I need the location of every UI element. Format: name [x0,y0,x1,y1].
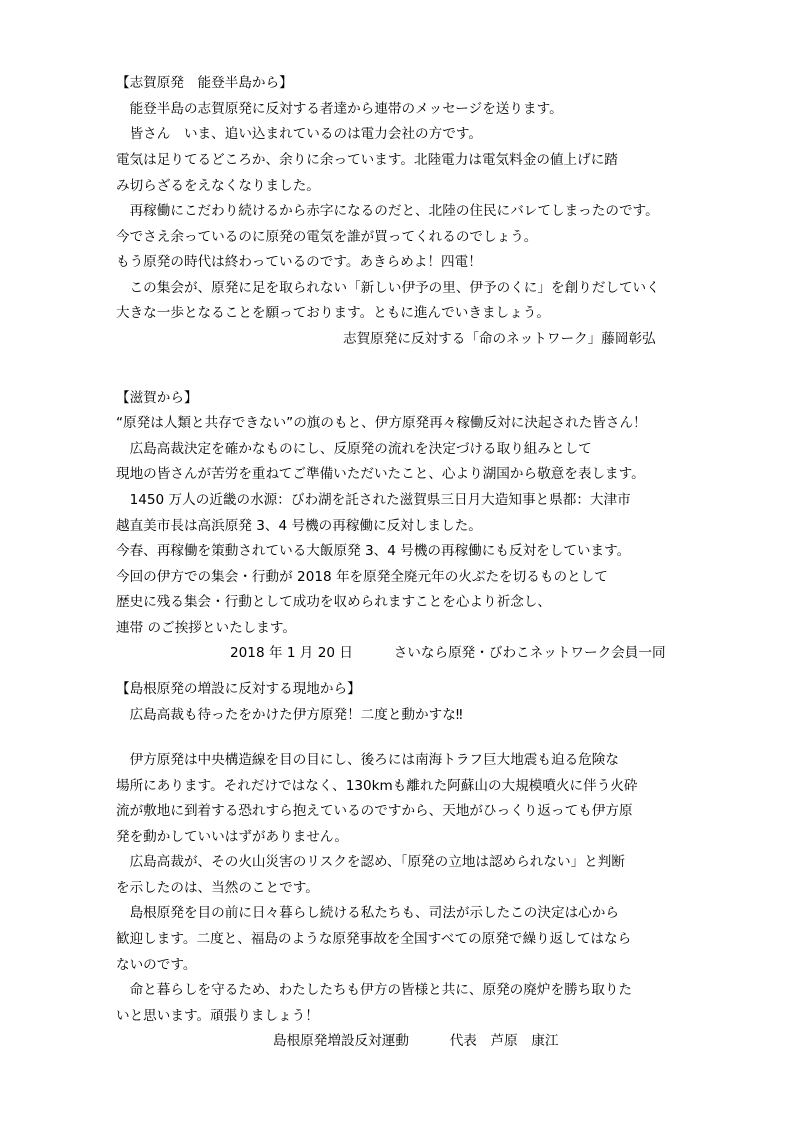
paragraph-line: 伊方原発は中央構造線を目の目にし、後ろには南海トラフ巨大地震も迫る危険な [116,752,619,768]
paragraph-line: 電気は足りてるどころか、余りに余っています。北陸電力は電気料金の値上げに踏 [116,152,618,168]
section-heading: 【島根原発の増設に反対する現地から】 [116,681,361,697]
paragraph-line: 発を動かしていいはずがありません。 [116,829,348,845]
paragraph-line: いと思います。頑張りましょう！ [116,1008,319,1024]
paragraph-line: 命と暮らしを守るため、わたしたちも伊方の皆様と共に、原発の廃炉を勝ち取りた [116,982,633,998]
paragraph-line: 広島高裁決定を確かなものにし、反原発の流れを決定づける取り組みとして [116,441,592,457]
paragraph-line: 能登半島の志賀原発に反対する者達から連帯のメッセージを送ります。 [116,101,563,117]
paragraph-line: 今回の伊方での集会・行動が 2018 年を原発全廃元年の火ぶたを切るものとして [116,569,608,585]
paragraph-line: “原発は人類と共存できない”の旗のもと、伊方原発再々稼働反対に決起された皆さん！ [116,415,647,431]
paragraph-line: 場所にあります。それだけではなく、130kmも離れた阿蘇山の大規模噴火に伴う火砕 [116,778,638,794]
paragraph-line: ないのです。 [116,957,197,973]
paragraph-line: この集会が、原発に足を取られない「新しい伊予の里、伊予のくに」を創りだしていく [116,280,660,296]
paragraph-line: 越直美市長は高浜原発 3、4 号機の再稼働に反対しました。 [116,518,482,534]
paragraph-line: 連帯 のご挨拶といたします。 [116,620,296,636]
paragraph-line: 島根原発を目の前に日々暮らし続ける私たちも、司法が示したこの決定は心から [116,905,619,921]
paragraph-line: 大きな一歩となることを願っております。ともに進んでいきましょう。 [116,305,550,321]
paragraph-line: 歴史に残る集会・行動として成功を収められますことを心より祈念し、 [116,594,551,610]
paragraph-line: 現地の皆さんが苦労を重ねてご準備いただいたこと、心より湖国から敬意を表します。 [116,466,645,482]
section-heading: 【滋賀から】 [116,390,198,406]
paragraph-line: 歓迎します。二度と、福島のような原発事故を全国すべての原発で繰り返してはなら [116,931,632,947]
paragraph-line: み切らざるをえなくなりました。 [116,178,320,194]
paragraph-line: 広島高裁が、その火山災害のリスクを認め、「原発の立地は認められない」と判断 [116,854,625,870]
paragraph-line: もう原発の時代は終わっているのです。あきらめよ！四電！ [116,254,482,270]
paragraph-line: 皆さん いま、追い込まれているのは電力会社の方です。 [116,126,482,142]
section-heading: 【志賀原発 能登半島から】 [116,75,293,91]
paragraph-line: 今でさえ余っているのに原発の電気を誰が買ってくれるのでしょう。 [116,229,538,245]
signature-line: 2018 年 1 月 20 日 さいなら原発・びわこネットワーク会員一同 [230,645,666,661]
signature-line: 島根原発増設反対運動 代表 芦原 康江 [273,1033,559,1049]
signature-line: 志賀原発に反対する「命のネットワーク」藤岡彰弘 [343,331,656,347]
paragraph-line: 流が敷地に到着する恐れすら抱えているのですから、天地がひっくり返っても伊方原 [116,803,633,819]
paragraph-line: 今春、再稼働を策動されている大飯原発 3、4 号機の再稼働にも反対をしています。 [116,543,631,559]
paragraph-line: 1450 万人の近畿の水源：びわ湖を託された滋賀県三日月大造知事と県都：大津市 [116,492,631,508]
paragraph-line: 広島高裁も待ったをかけた伊方原発！二度と動かすな‼ [116,707,463,723]
paragraph-line: 再稼働にこだわり続けるから赤字になるのだと、北陸の住民にバレてしまったのです。 [116,203,659,219]
paragraph-line: を示したのは、当然のことです。 [116,880,319,896]
